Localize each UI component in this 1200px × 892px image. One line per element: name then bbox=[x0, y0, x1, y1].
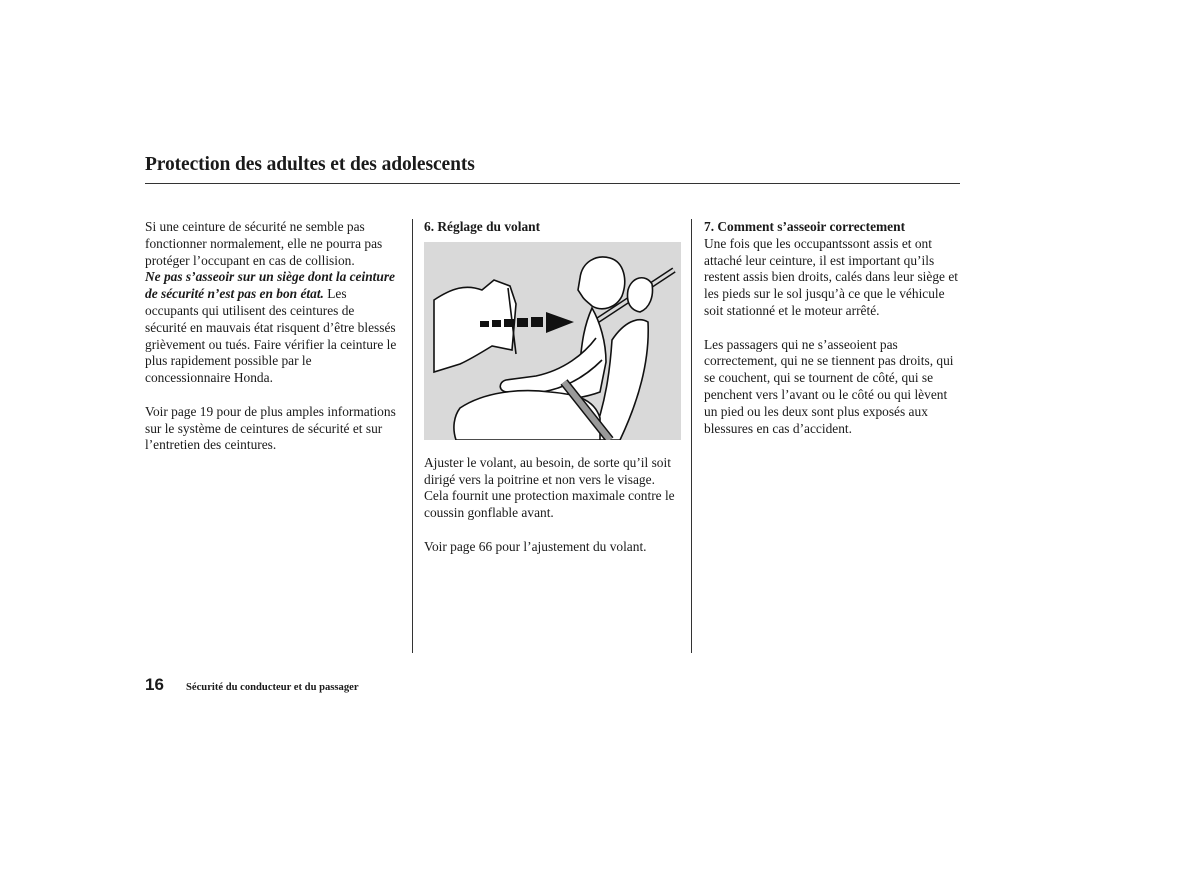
column-seatbelt-warning bbox=[145, 219, 399, 471]
column-divider bbox=[691, 219, 692, 653]
column-steering-adjustment bbox=[424, 219, 682, 572]
seatbelt-warning-text: Ne pas s’asseoir sur un siège dont la ceinture de sécurité n’est pas en bon état. bbox=[145, 269, 395, 302]
seatbelt-reference-paragraph: Voir page 19 pour de plus amples informations sur le système de ceintures de sécurité et sur l’entretien des ceintures. bbox=[145, 403, 396, 453]
title-rule bbox=[145, 183, 960, 184]
column-seating-position bbox=[704, 219, 962, 454]
page-number: 16 bbox=[145, 675, 164, 694]
column-divider bbox=[412, 219, 413, 653]
steering-instruction-paragraph: Ajuster le volant, au besoin, de sorte qu’il soit dirigé vers la poitrine et non vers le visage. Cela fournit une protection maximale contre le coussin gonflable avant. bbox=[424, 454, 675, 521]
driver-seated-steering-wheel-illustration bbox=[424, 242, 681, 440]
seatbelt-intro-text: Si une ceinture de sécurité ne semble pas fonctionner normalement, elle ne pourra pas protéger l’occupant en cas de collision. bbox=[145, 219, 383, 268]
footer-section-label: Sécurité du conducteur et du passager bbox=[186, 682, 359, 693]
steering-section-heading: 6. Réglage du volant bbox=[424, 219, 541, 234]
steering-reference-paragraph: Voir page 66 pour l’ajustement du volant. bbox=[424, 538, 647, 554]
seating-warning-paragraph: Les passagers qui ne s’asseoient pas correctement, qui ne se tiennent pas droits, qui se couchent, qui se tournent de côté, qui se penchent vers l’avant ou le côté ou qui lèvent un pied ou les deux sont plus exposés aux blessures en cas d’accident. bbox=[704, 336, 954, 436]
page-title: Protection des adultes et des adolescents bbox=[145, 154, 475, 175]
seatbelt-paragraph-rest: Les occupants qui utilisent des ceintures de sécurité en mauvais état risquent d’être blessés grièvement ou tués. Faire vérifier la ceinture le plus rapidement possible par le concessionnaire Honda. bbox=[145, 286, 397, 386]
seating-instruction-paragraph: Une fois que les occupantssont assis et ont attaché leur ceinture, il est important qu’ils restent assis bien droits, calés dans leur siège et les pieds sur le sol jusqu’à ce que le véhicule soit stationné et le moteur arrêté. bbox=[704, 235, 958, 318]
seatbelt-paragraph bbox=[145, 219, 399, 387]
seating-section-heading: 7. Comment s’asseoir correctement bbox=[704, 219, 906, 234]
